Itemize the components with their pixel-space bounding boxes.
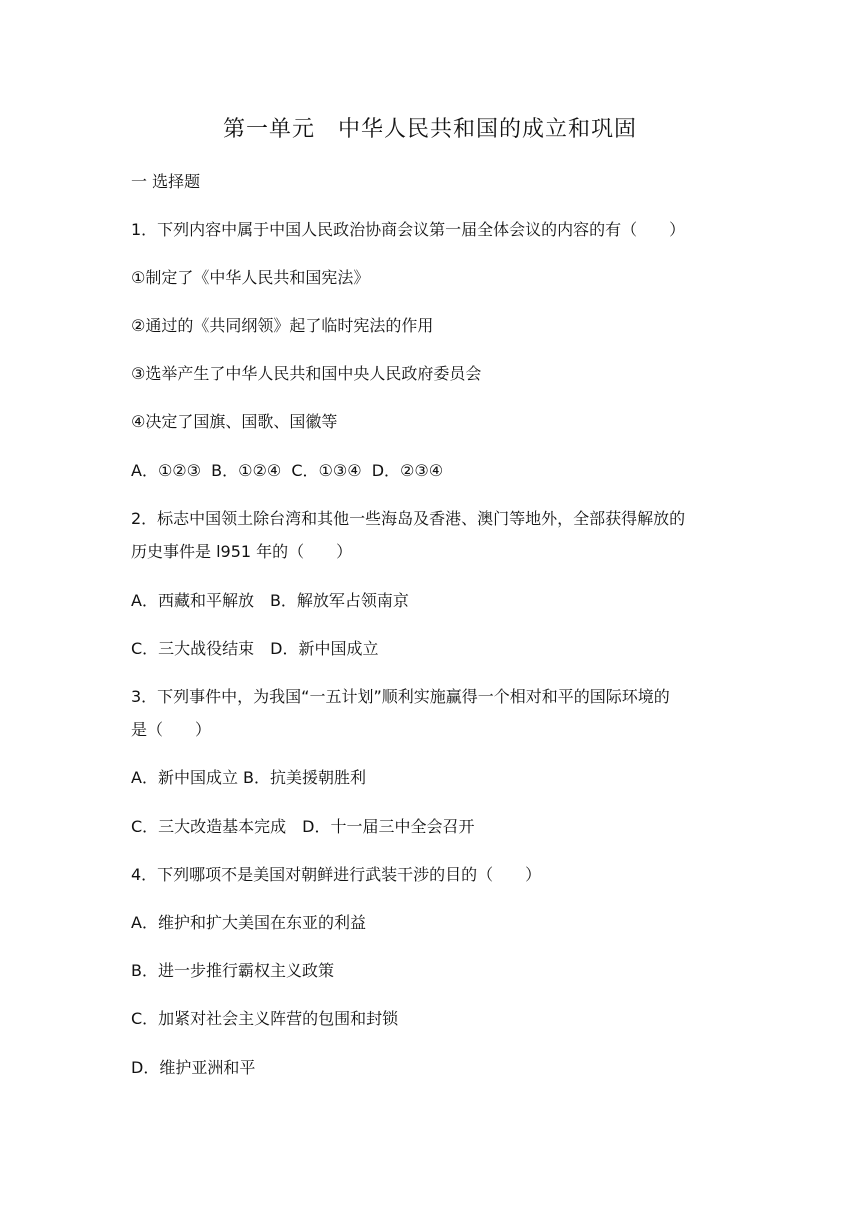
question-4-option-d: D．维护亚洲和平 bbox=[131, 1058, 256, 1077]
page-title: 第一单元 中华人民共和国的成立和巩固 bbox=[222, 117, 637, 142]
question-1-statement-3: ③选举产生了中华人民共和国中央人民政府委员会 bbox=[131, 364, 482, 383]
question-4-option-b: B．进一步推行霸权主义政策 bbox=[131, 961, 334, 980]
question-1-stem: 1．下列内容中属于中国人民政治协商会议第一届全体会议的内容的有（ ） bbox=[131, 220, 686, 239]
question-4-option-a: A．维护和扩大美国在东亚的利益 bbox=[131, 913, 366, 932]
question-2-options-cd: C．三大战役结束 D．新中国成立 bbox=[131, 639, 379, 658]
question-3-stem-line-2: 是（ ） bbox=[131, 720, 212, 739]
question-1-statement-2: ②通过的《共同纲领》起了临时宪法的作用 bbox=[131, 316, 434, 335]
question-1-statement-1: ①制定了《中华人民共和国宪法》 bbox=[131, 268, 370, 287]
question-1-options: A．①②③ B．①②④ C．①③④ D．②③④ bbox=[131, 461, 444, 480]
question-4-stem: 4．下列哪项不是美国对朝鲜进行武装干涉的目的（ ） bbox=[131, 865, 542, 884]
question-3-options-ab: A．新中国成立 B．抗美援朝胜利 bbox=[131, 768, 367, 787]
question-2-stem-line-1: 2．标志中国领土除台湾和其他一些海岛及香港、澳门等地外，全部获得解放的 bbox=[131, 509, 686, 528]
question-2-options-ab: A．西藏和平解放 B．解放军占领南京 bbox=[131, 591, 409, 610]
section-heading: 一 选择题 bbox=[131, 172, 201, 191]
question-2-stem-line-2: 历史事件是 l951 年的（ ） bbox=[131, 542, 353, 561]
question-1-statement-4: ④决定了国旗、国歌、国徽等 bbox=[131, 412, 338, 431]
question-4-option-c: C．加紧对社会主义阵营的包围和封锁 bbox=[131, 1009, 399, 1028]
question-3-stem-line-1: 3．下列事件中，为我国“一五计划”顺利实施赢得一个相对和平的国际环境的 bbox=[131, 687, 670, 706]
question-3-options-cd: C．三大改造基本完成 D．十一届三中全会召开 bbox=[131, 817, 475, 836]
